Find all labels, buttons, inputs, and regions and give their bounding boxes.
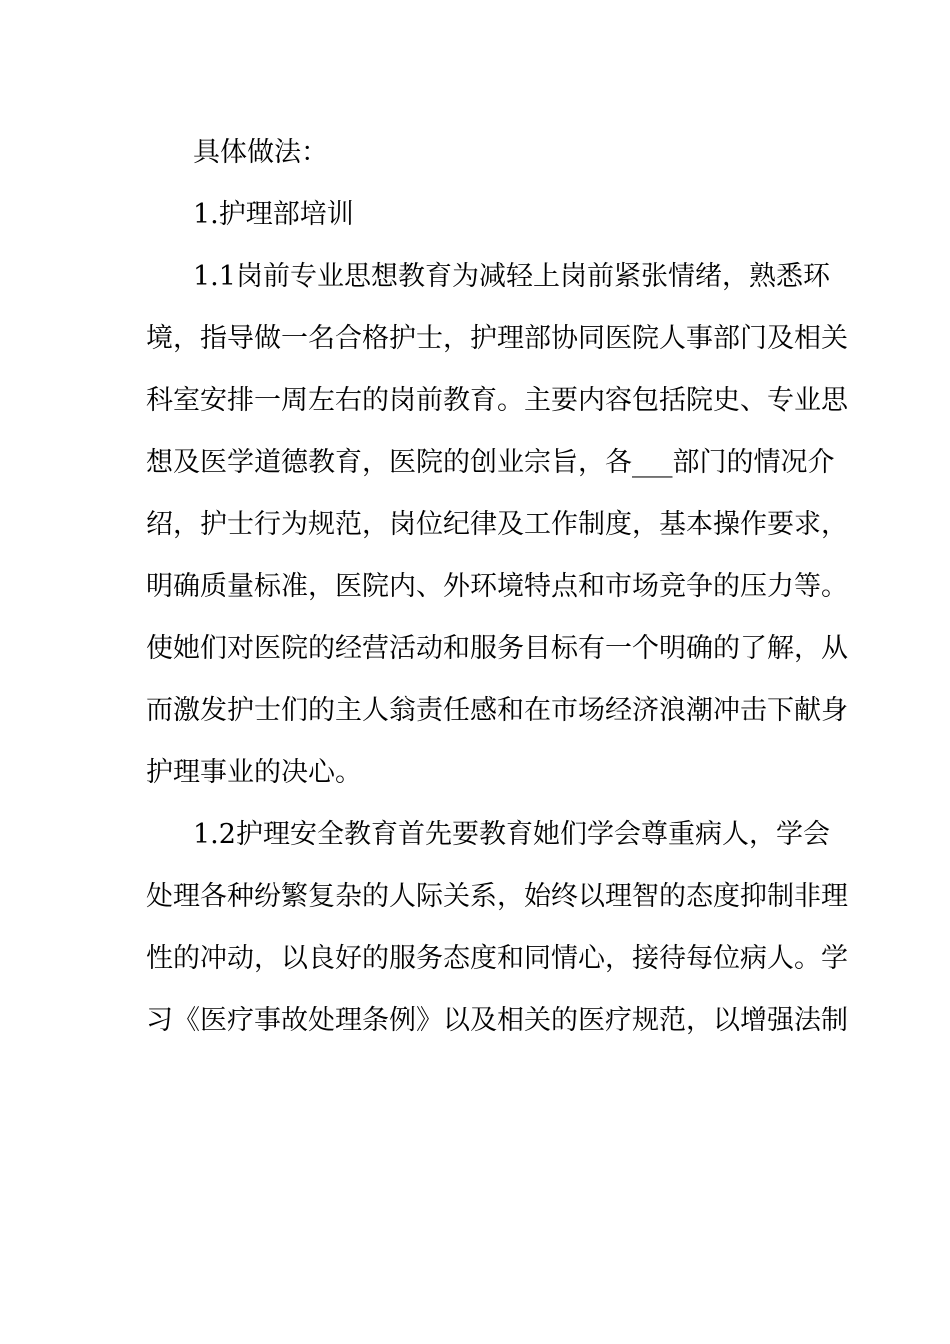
paragraph-line: 处理各种纷繁复杂的人际关系，始终以理智的态度抑制非理 [146, 881, 848, 912]
paragraph-line: 1.1岗前专业思想教育为减轻上岗前紧张情绪，熟悉环 [193, 261, 830, 292]
paragraph-line: 而激发护士们的主人翁责任感和在市场经济浪潮冲击下献身 [146, 695, 848, 726]
paragraph-line: 绍，护士行为规范，岗位纪律及工作制度，基本操作要求， [146, 509, 848, 540]
paragraph-line: 明确质量标准，医院内、外环境特点和市场竞争的压力等。 [146, 571, 848, 602]
paragraph-line: 性的冲动，以良好的服务态度和同情心，接待每位病人。学 [146, 943, 848, 974]
paragraph-line: 想及医学道德教育，医院的创业宗旨，各___部门的情况介 [146, 447, 835, 478]
paragraph-line: 习《医疗事故处理条例》以及相关的医疗规范，以增强法制 [146, 1005, 848, 1036]
paragraph-line: 使她们对医院的经营活动和服务目标有一个明确的了解，从 [146, 633, 848, 664]
paragraph-line: 护理事业的决心。 [146, 757, 362, 788]
paragraph-line: 1.2护理安全教育首先要教育她们学会尊重病人，学会 [193, 819, 830, 850]
section-heading: 具体做法： [193, 137, 328, 168]
paragraph-line: 科室安排一周左右的岗前教育。主要内容包括院史、专业思 [146, 385, 848, 416]
paragraph-line: 境，指导做一名合格护士，护理部协同医院人事部门及相关 [146, 323, 848, 354]
subsection-heading: 1.护理部培训 [193, 199, 354, 230]
